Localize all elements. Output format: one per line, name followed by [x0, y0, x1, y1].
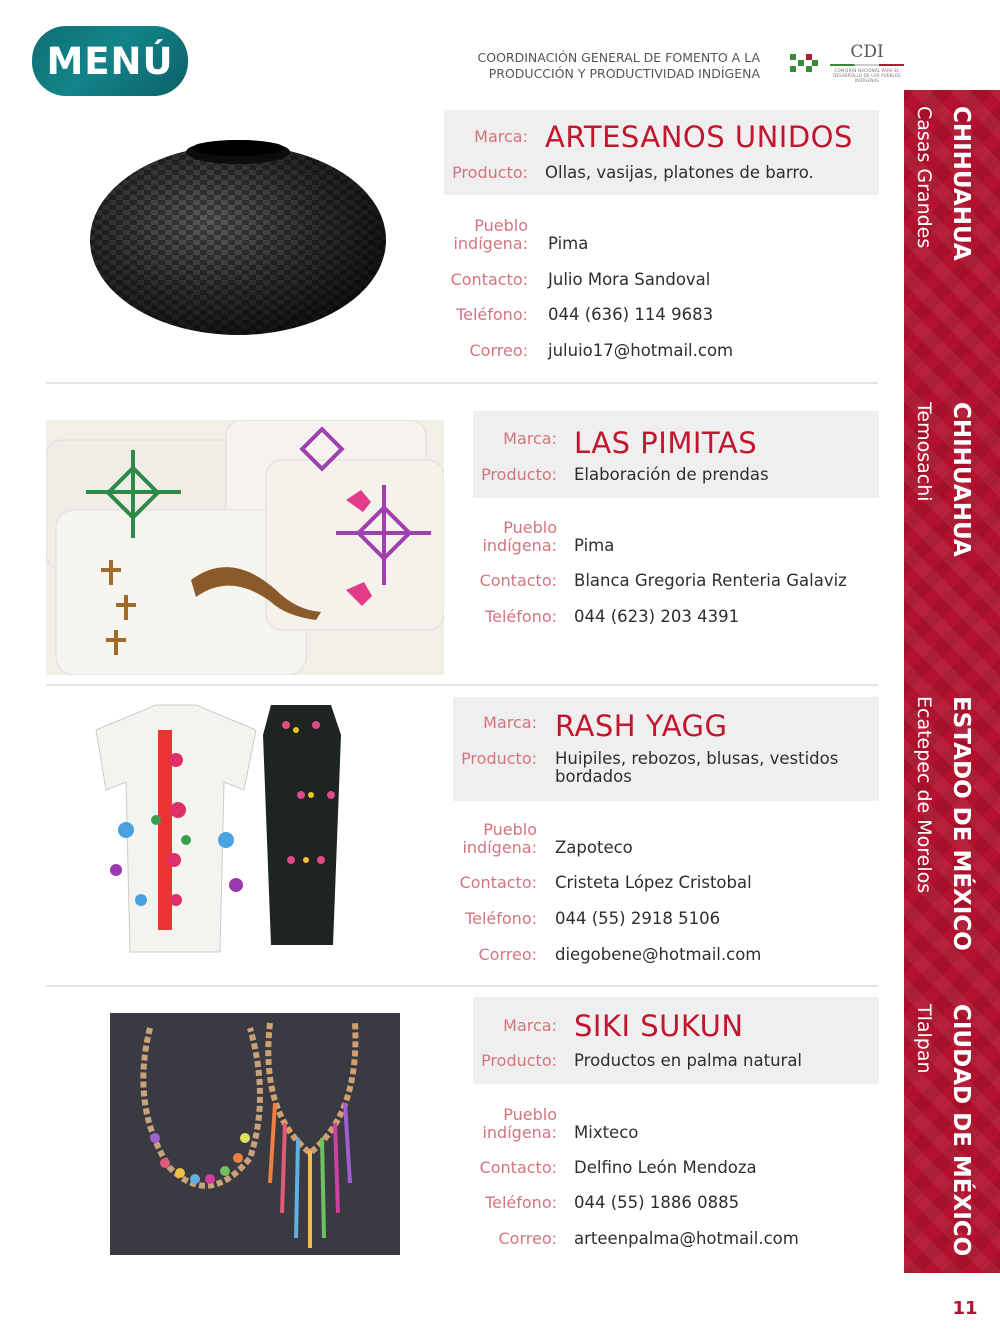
contacto-value: Delfino León Mendoza	[574, 1158, 757, 1177]
contacto-value: Julio Mora Sandoval	[548, 270, 711, 289]
sidebar-state: CIUDAD DE MÉXICO	[948, 1004, 974, 1257]
pueblo-value: Pima	[548, 234, 589, 253]
pueblo-value: Zapoteco	[555, 838, 633, 857]
sidebar-section-1	[904, 90, 1000, 390]
marca-label: Marca:	[483, 713, 537, 732]
producto-label: Producto:	[481, 1051, 557, 1070]
telefono-label: Teléfono:	[456, 305, 528, 324]
correo-value[interactable]: arteenpalma@hotmail.com	[574, 1229, 799, 1248]
correo-label: Correo:	[469, 341, 528, 360]
cdi-title: CDI	[850, 42, 884, 62]
brand-name: RASH YAGG	[555, 709, 728, 743]
sidebar-section-2	[904, 386, 1000, 686]
contacto-label: Contacto:	[479, 1158, 557, 1177]
contacto-label: Contacto:	[459, 873, 537, 892]
sidebar-city: Ecatepec de Morelos	[913, 696, 935, 894]
sidebar-city: Casas Grandes	[913, 106, 935, 249]
marca-label: Marca:	[474, 127, 528, 146]
indigena-label: indígena:	[482, 536, 557, 555]
marca-label: Marca:	[503, 429, 557, 448]
org-name	[470, 50, 760, 82]
entry-divider	[46, 382, 878, 384]
producto-value: Ollas, vasijas, platones de barro.	[545, 163, 814, 182]
telefono-label: Teléfono:	[465, 909, 537, 928]
state-sidebar	[904, 90, 1000, 1273]
pueblo-label: Pueblo	[503, 1105, 557, 1124]
producto-label: Producto:	[461, 749, 537, 768]
sidebar-section-3	[904, 680, 1000, 980]
marca-label: Marca:	[503, 1016, 557, 1035]
producto-label: Producto:	[452, 163, 528, 182]
pueblo-value: Pima	[574, 536, 615, 555]
page-number: 11	[952, 1298, 978, 1319]
indigena-label: indígena:	[482, 1123, 557, 1142]
pueblo-value: Mixteco	[574, 1123, 639, 1142]
contacto-label: Contacto:	[450, 270, 528, 289]
sidebar-section-4	[904, 988, 1000, 1268]
sidebar-city: Tlalpan	[913, 1004, 935, 1074]
indigena-label: indígena:	[453, 234, 528, 253]
brand-name: SIKI SUKUN	[574, 1009, 744, 1043]
producto-value-line-2: bordados	[555, 767, 632, 786]
sidebar-state: ESTADO DE MÉXICO	[948, 696, 974, 951]
sidebar-state: CHIHUAHUA	[948, 402, 974, 557]
gov-logo-icon	[788, 50, 820, 76]
pottery-photo	[88, 130, 388, 345]
telefono-value: 044 (55) 1886 0885	[574, 1193, 740, 1212]
menu-badge: MENÚ	[32, 26, 188, 96]
telefono-value: 044 (55) 2918 5106	[555, 909, 721, 928]
entry-divider	[46, 985, 878, 987]
producto-label: Producto:	[481, 465, 557, 484]
pueblo-label: Pueblo	[474, 216, 528, 235]
sidebar-city: Temosachi	[913, 402, 935, 502]
contacto-label: Contacto:	[479, 571, 557, 590]
contacto-value: Blanca Gregoria Renteria Galaviz	[574, 571, 847, 590]
correo-label: Correo:	[478, 945, 537, 964]
pueblo-label: Pueblo	[503, 518, 557, 537]
textiles-photo	[46, 420, 444, 675]
telefono-label: Teléfono:	[485, 607, 557, 626]
brand-name: LAS PIMITAS	[574, 426, 758, 460]
correo-value[interactable]: diegobene@hotmail.com	[555, 945, 762, 964]
producto-value: Productos en palma natural	[574, 1051, 803, 1070]
garments-photo	[86, 700, 366, 960]
telefono-value: 044 (623) 203 4391	[574, 607, 740, 626]
org-line-1: COORDINACIÓN GENERAL DE FOMENTO A LA	[477, 50, 760, 65]
cdi-logo	[830, 42, 904, 83]
sidebar-state: CHIHUAHUA	[948, 106, 974, 261]
contacto-value: Cristeta López Cristobal	[555, 873, 752, 892]
telefono-value: 044 (636) 114 9683	[548, 305, 714, 324]
org-line-2: PRODUCCIÓN Y PRODUCTIVIDAD INDÍGENA	[488, 66, 760, 81]
indigena-label: indígena:	[462, 838, 537, 857]
correo-label: Correo:	[498, 1229, 557, 1248]
cdi-subtitle: COMISIÓN NACIONAL PARA EL DESARROLLO DE LOS PUEBLOS INDÍGENAS	[833, 68, 901, 83]
brand-name: ARTESANOS UNIDOS	[545, 120, 853, 154]
producto-value: Elaboración de prendas	[574, 465, 769, 484]
pueblo-label: Pueblo	[483, 820, 537, 839]
correo-value[interactable]: juluio17@hotmail.com	[548, 341, 734, 360]
entry-divider	[46, 684, 878, 686]
necklaces-photo	[110, 1013, 400, 1255]
producto-value-line-1: Huipiles, rebozos, blusas, vestidos	[555, 749, 839, 768]
telefono-label: Teléfono:	[485, 1193, 557, 1212]
cdi-divider	[830, 64, 904, 66]
